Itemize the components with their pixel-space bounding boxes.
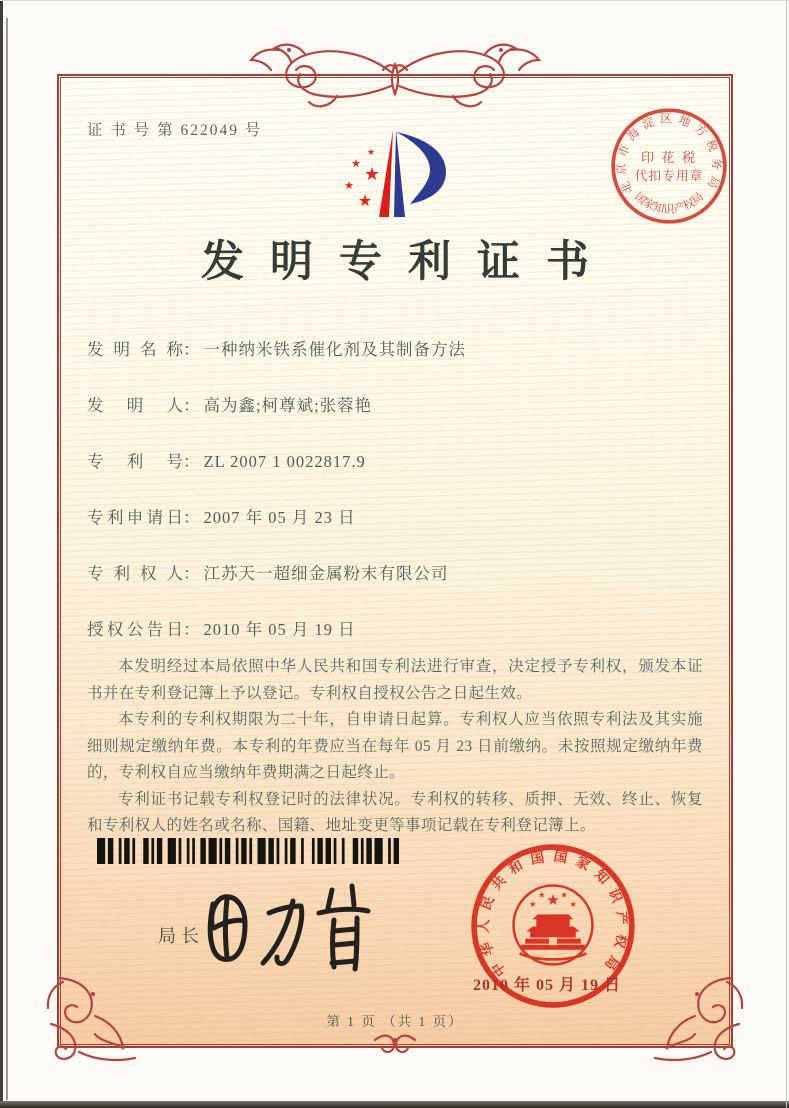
- tax-stamp-seal-icon: [603, 100, 735, 232]
- tax-stamp-outer-text: 北京市海淀区地方税务局: [615, 112, 723, 196]
- field-value: 2010 年 05 月 19 日: [203, 620, 356, 639]
- svg-text:国家知识产权局: [632, 190, 706, 216]
- certificate-title: 发明专利证书: [201, 239, 615, 286]
- field-value: ZL 2007 1 0022817.9: [203, 452, 366, 471]
- tax-stamp-line2: 代扣专用章: [634, 169, 704, 184]
- legal-text: [87, 654, 703, 840]
- svg-text:★: ★: [366, 148, 376, 158]
- field-value: 高为鑫;柯尊斌;张蓉艳: [203, 396, 373, 415]
- page-footer: 第 1 页 （共 1 页）: [326, 1014, 464, 1029]
- field-value: 江苏天一超细金属粉末有限公司: [203, 564, 449, 583]
- tax-stamp-inner-text: 国家知识产权局: [632, 190, 706, 216]
- svg-text:★: ★: [560, 889, 568, 900]
- tax-stamp-line1: 印 花 税: [640, 149, 698, 165]
- field-label: 专利号: [87, 452, 183, 471]
- paragraph: 本发明经过本局依照中华人民共和国专利法进行审查，决定授予专利权，颁发本证书并在专利登记簿上予以登记。专利权自授权公告之日起生效。: [87, 658, 703, 702]
- paragraph: 本专利的专利权期限为二十年，自申请日起算。专利权人应当依照专利法及其实施细则规定缴纳年费。本专利的年费应当在每年 05 月 23 日前缴纳。未按照规定缴纳年费的，专利权自应当缴纳年费期满之日起终止。: [87, 711, 703, 781]
- svg-text:★: ★: [357, 191, 373, 210]
- sipo-logo-icon: [338, 128, 462, 228]
- barcode-icon: [97, 838, 399, 864]
- field-label: 授权公告日: [87, 620, 183, 639]
- svg-text:★: ★: [529, 898, 537, 909]
- scan-edge-left-inner: [6, 18, 8, 1100]
- field-list: [87, 336, 707, 672]
- field-label: 专利申请日: [87, 508, 183, 527]
- certificate-number: 证 书 号 第 622049 号: [87, 122, 263, 139]
- official-seal-text: 中华人民共和国国家知识产权局: [475, 848, 631, 980]
- scan-edge-right: [786, 0, 787, 1108]
- field-colon: ：: [183, 452, 200, 471]
- national-emblem-icon: [514, 886, 593, 965]
- field-value: 2007 年 05 月 23 日: [203, 508, 356, 527]
- svg-text:★: ★: [538, 889, 546, 900]
- field-colon: ：: [183, 508, 200, 527]
- paragraph: 专利证书记载专利权登记时的法律状况。专利权的转移、质押、无效、终止、恢复和专利权人的姓名或名称、国籍、地址变更等事项记载在专利登记簿上。: [87, 790, 703, 834]
- field-label: 发明人: [87, 396, 183, 415]
- svg-text:★: ★: [351, 157, 361, 170]
- signature-icon: [193, 868, 383, 983]
- signer-title: 局长: [158, 926, 204, 946]
- scan-edge-left: [0, 0, 3, 1108]
- svg-text:★: ★: [546, 890, 560, 909]
- seal-date: 2010 年 05 月 19 日: [473, 977, 622, 994]
- field-colon: ：: [183, 396, 200, 415]
- field-colon: ：: [183, 564, 200, 583]
- scan-edge-bottom: [0, 1101, 789, 1108]
- scan-edge-top: [0, 0, 789, 1]
- field-value: 一种纳米铁系催化剂及其制备方法: [203, 340, 466, 359]
- field-row-filing-date: [87, 504, 707, 560]
- svg-text:★: ★: [344, 179, 354, 192]
- svg-text:★: ★: [363, 164, 381, 185]
- field-label: 发明名称: [87, 340, 183, 359]
- svg-text:★: ★: [569, 898, 577, 909]
- field-row-patent-number: [87, 448, 707, 504]
- field-row-invention-name: [87, 336, 707, 392]
- bottom-center-ornament-icon: [369, 1030, 421, 1062]
- field-colon: ：: [183, 340, 200, 359]
- field-label: 专利权人: [87, 564, 183, 583]
- certificate-panel: [57, 74, 733, 1048]
- field-row-patentee: [87, 560, 707, 616]
- dragon-ornament-icon: [245, 36, 545, 120]
- field-colon: ：: [183, 620, 200, 639]
- field-row-inventors: [87, 392, 707, 448]
